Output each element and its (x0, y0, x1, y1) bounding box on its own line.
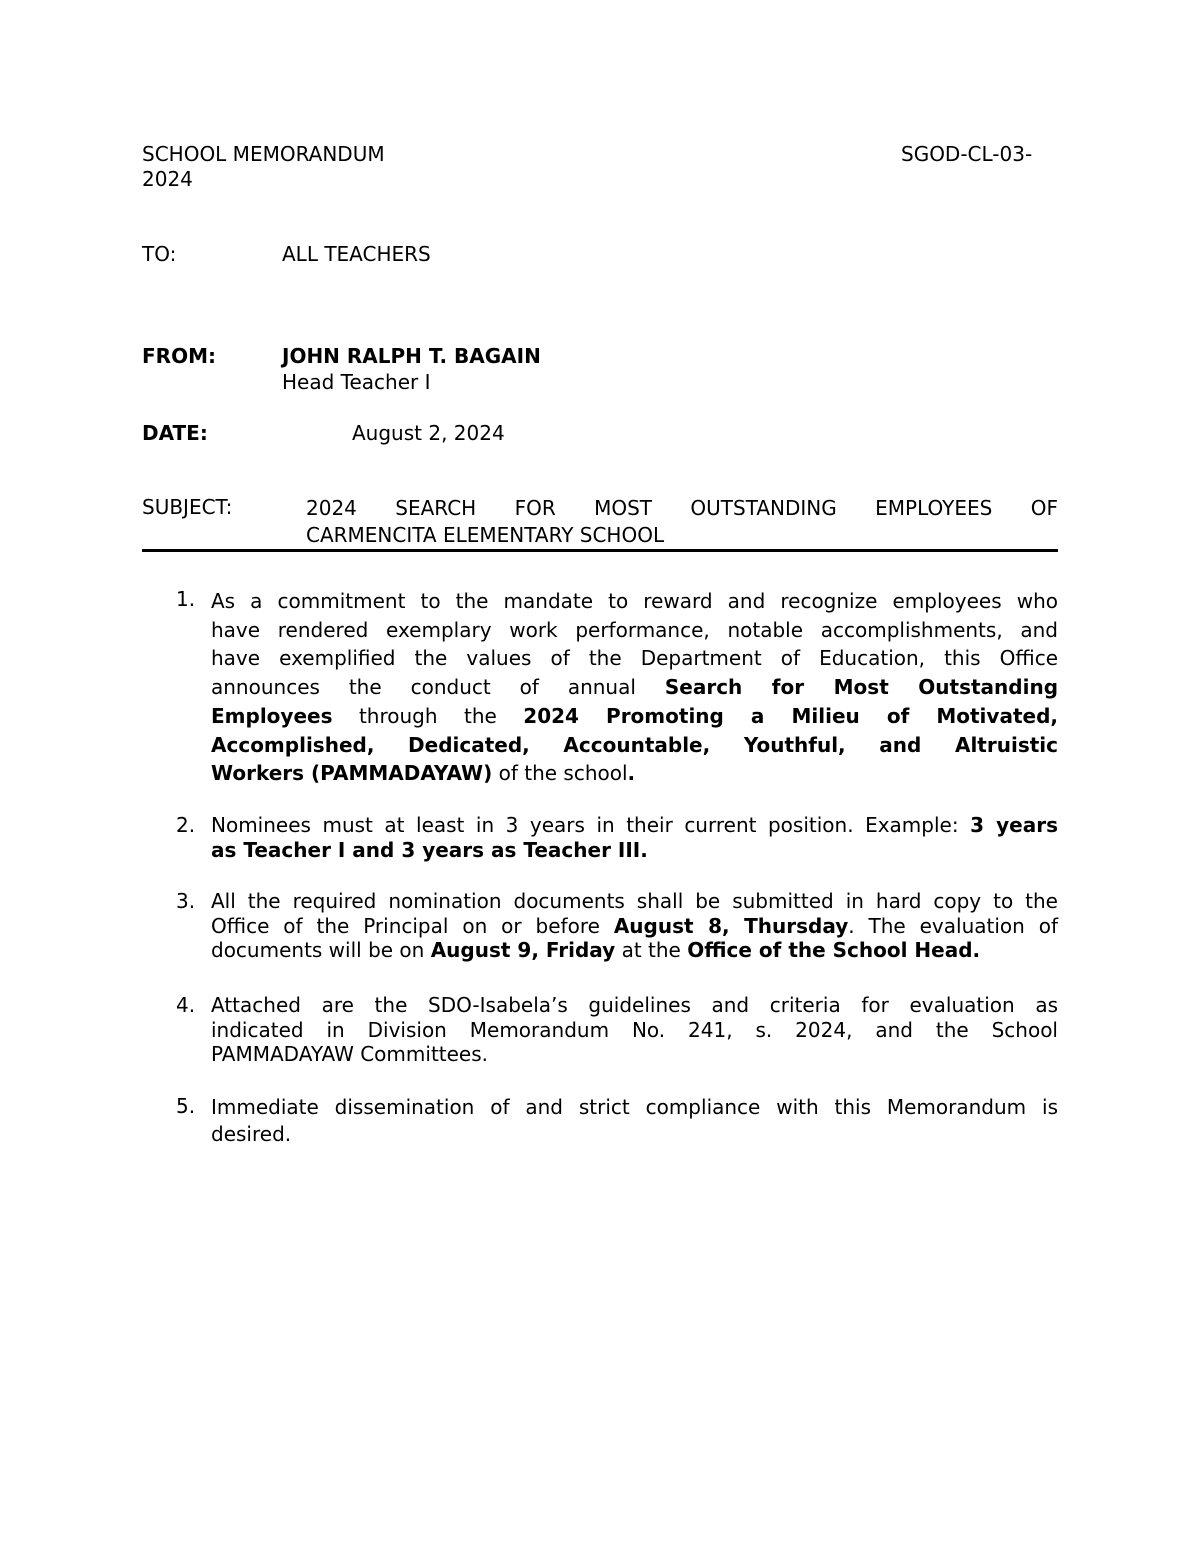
text-line (211, 838, 1058, 863)
list-item-text (211, 889, 1058, 963)
text-line (211, 1094, 1058, 1121)
list-item-text (211, 1094, 1058, 1148)
text-line (211, 587, 1058, 616)
text-run: have rendered exemplary work performance, notable accomplishments, and (211, 617, 1058, 642)
text-run: All the required nomination documents shall be submitted in hard copy to the (211, 889, 1058, 913)
bold-text-run: Workers (PAMMADAYAW) (211, 761, 493, 786)
text-line (211, 1018, 1058, 1043)
bold-text-run: as Teacher I and 3 years as Teacher III. (211, 838, 648, 862)
text-run: through the (332, 703, 524, 728)
text-run: announces the conduct of annual (211, 675, 665, 700)
bold-text-run: August 9, Friday (430, 938, 616, 962)
text-line (211, 938, 1058, 963)
date-value: August 2, 2024 (352, 421, 505, 445)
list-item-number: 2. (176, 813, 196, 837)
text-run: at the (615, 938, 688, 962)
text-line (211, 914, 1058, 939)
list-item-number: 4. (176, 993, 196, 1017)
subject-text (306, 495, 1058, 549)
text-line (211, 813, 1058, 838)
list-item-text (211, 993, 1058, 1067)
memo-year: 2024 (142, 167, 193, 191)
list-item-number: 5. (176, 1094, 196, 1118)
text-run: documents will be on (211, 938, 431, 962)
subject-divider (142, 549, 1058, 552)
text-run: have exemplified the values of the Department of Education, this Office (211, 646, 1058, 671)
text-line (211, 673, 1058, 702)
to-value: ALL TEACHERS (282, 242, 431, 266)
text-line (211, 644, 1058, 673)
text-run: of the school (492, 761, 628, 786)
bold-text-run: Search for Most Outstanding (664, 675, 1059, 700)
bold-text-run: . (627, 761, 636, 786)
memo-title: SCHOOL MEMORANDUM (142, 142, 385, 166)
text-run: indicated in Division Memorandum No. 241, s. 2024, and the School (211, 1017, 1058, 1042)
subject-label: SUBJECT: (142, 495, 233, 519)
list-item-text (211, 587, 1058, 788)
bold-text-run: August 8, Thursday (613, 913, 849, 938)
text-run: Office of the Principal on or before (211, 913, 614, 938)
list-item-number: 3. (176, 889, 196, 913)
text-line (211, 616, 1058, 645)
from-label: FROM: (142, 344, 216, 368)
text-line (211, 731, 1058, 760)
text-run: PAMMADAYAW Committees. (211, 1042, 489, 1066)
bold-text-run: 3 years (970, 813, 1058, 837)
text-line (211, 993, 1058, 1018)
text-line (211, 702, 1058, 731)
text-line (211, 1121, 1058, 1148)
bold-text-run: 2024 Promoting a Milieu of Motivated, (523, 703, 1058, 728)
text-run: Attached are the SDO-Isabela’s guidelines and criteria for evaluation as (211, 993, 1058, 1017)
bold-text-run: Accomplished, Dedicated, Accountable, Youthful, and Altruistic (211, 732, 1058, 757)
bold-text-run: Office of the School Head. (687, 938, 981, 962)
text-line (211, 759, 1058, 788)
date-label: DATE: (142, 421, 208, 445)
list-item-number: 1. (176, 587, 196, 611)
subject-line: 2024 SEARCH FOR MOST OUTSTANDING EMPLOYEES OF (306, 496, 1058, 520)
text-line (211, 1042, 1058, 1067)
list-item-text (211, 813, 1058, 863)
bold-text-run: Employees (211, 703, 333, 728)
text-run: . The evaluation of (848, 913, 1058, 938)
text-run: Immediate dissemination of and strict compliance with this Memorandum is (211, 1095, 1058, 1119)
memo-code: SGOD-CL-03- (901, 142, 1033, 166)
text-line (211, 889, 1058, 914)
text-run: As a commitment to the mandate to reward and recognize employees who (211, 589, 1058, 613)
text-run: Nominees must at least in 3 years in their current position. Example: (211, 813, 971, 837)
from-name: JOHN RALPH T. BAGAIN (282, 344, 541, 368)
from-title: Head Teacher I (282, 370, 431, 394)
text-run: desired. (211, 1122, 292, 1146)
subject-line: CARMENCITA ELEMENTARY SCHOOL (306, 523, 665, 547)
to-label: TO: (142, 242, 177, 266)
